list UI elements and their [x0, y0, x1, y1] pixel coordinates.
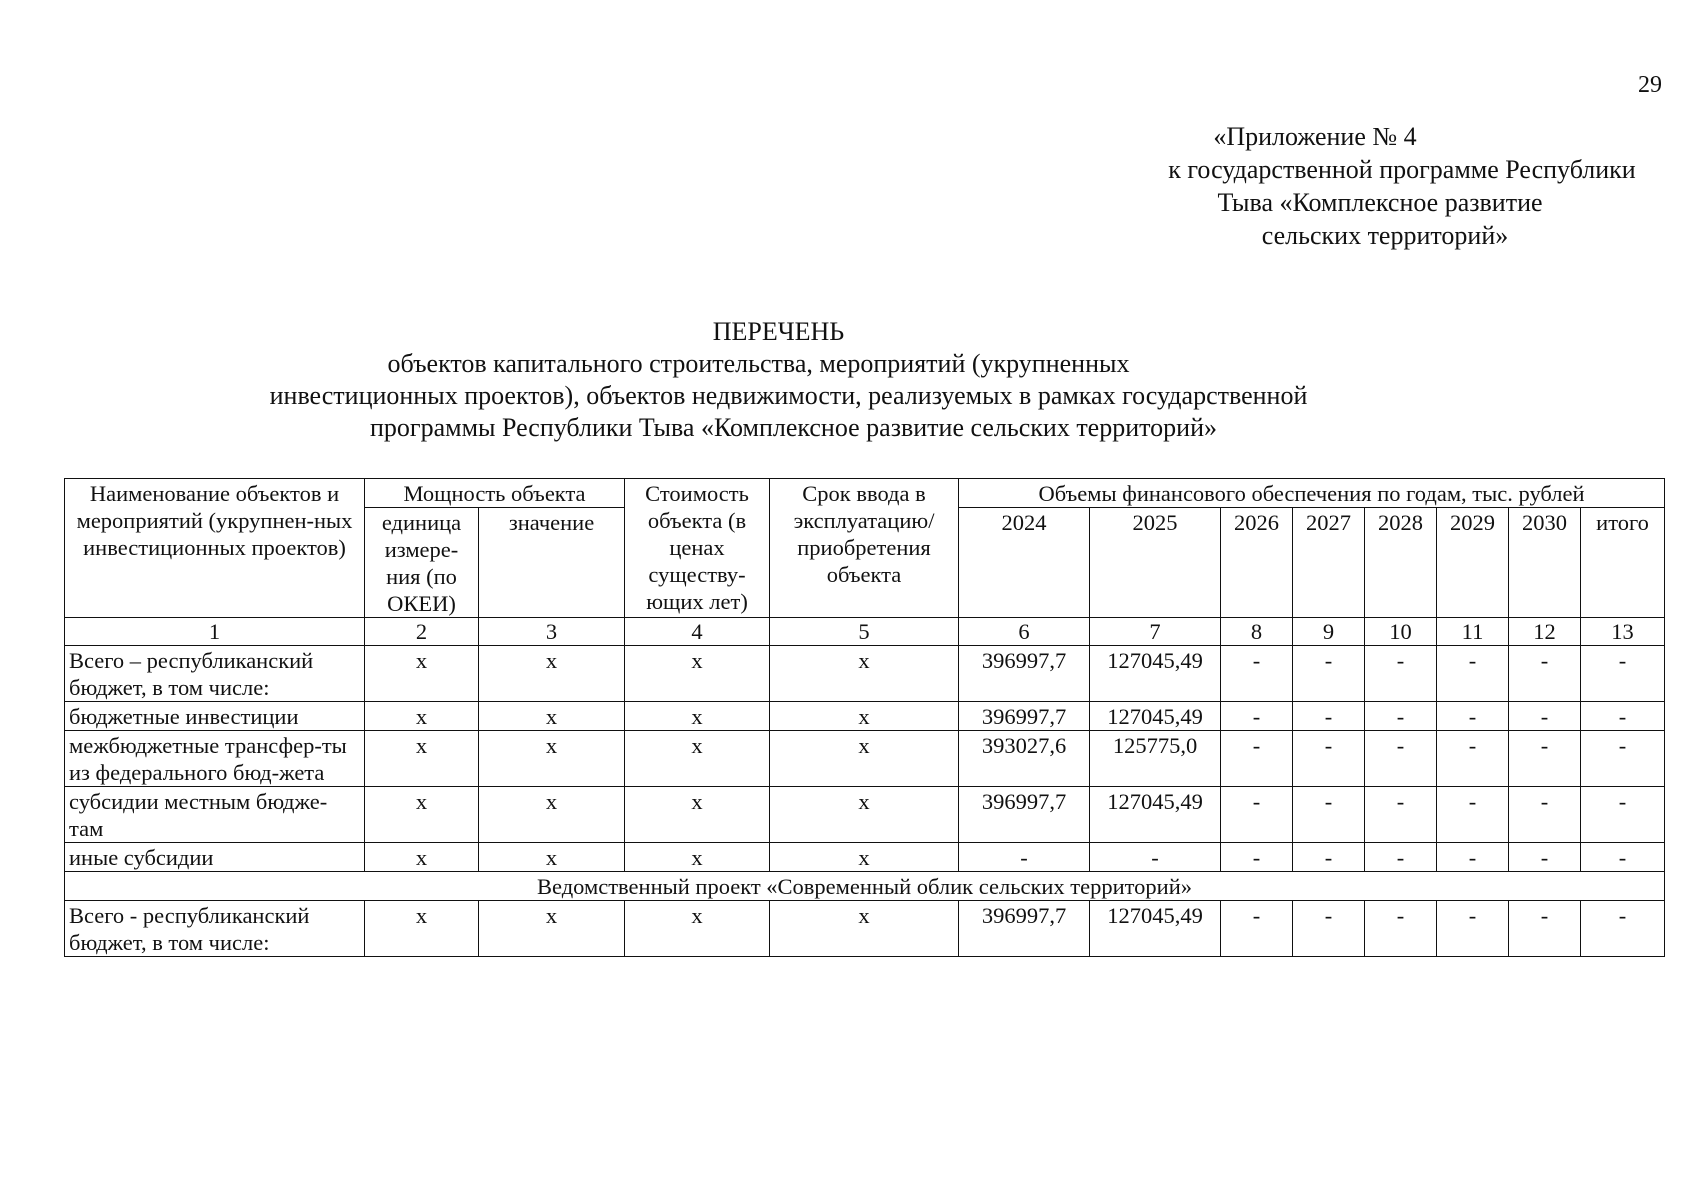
table-cell: -	[1293, 702, 1365, 731]
table-cell: -	[1581, 843, 1665, 872]
row-name: Всего – республиканский бюджет, в том числе:	[65, 646, 365, 702]
table-cell: -	[1365, 646, 1437, 702]
table-cell: -	[1509, 787, 1581, 843]
table-cell: -	[1221, 843, 1293, 872]
table-cell: х	[770, 843, 959, 872]
header-year-2028: 2028	[1365, 508, 1437, 618]
table-cell: х	[479, 787, 625, 843]
table-cell: х	[479, 901, 625, 957]
column-number: 8	[1221, 618, 1293, 646]
table-cell: х	[770, 646, 959, 702]
column-number: 3	[479, 618, 625, 646]
table-cell: -	[1221, 787, 1293, 843]
column-number-row	[65, 618, 1665, 646]
table-row	[65, 843, 1665, 872]
row-name: иные субсидии	[65, 843, 365, 872]
column-number: 5	[770, 618, 959, 646]
table-cell: -	[1581, 787, 1665, 843]
header-year-2027: 2027	[1293, 508, 1365, 618]
table-cell: 396997,7	[959, 702, 1090, 731]
column-number: 2	[365, 618, 479, 646]
column-number: 4	[625, 618, 770, 646]
header-unit: единица измере-ния (по ОКЕИ)	[365, 508, 479, 618]
column-number: 9	[1293, 618, 1365, 646]
table-cell: х	[625, 901, 770, 957]
table-cell: -	[1221, 901, 1293, 957]
table-cell: 127045,49	[1090, 787, 1221, 843]
table-cell: -	[1437, 702, 1509, 731]
section-title: Ведомственный проект «Современный облик сельских территорий»	[65, 872, 1665, 901]
document-title	[0, 316, 1697, 444]
header-term: Срок ввода в эксплуатацию/ приобретения объекта	[770, 479, 959, 618]
table-cell: -	[1581, 702, 1665, 731]
table-cell: х	[625, 646, 770, 702]
table-cell: -	[1509, 843, 1581, 872]
column-number: 13	[1581, 618, 1665, 646]
table-cell: 393027,6	[959, 731, 1090, 787]
table-cell: х	[770, 702, 959, 731]
header-year-2024: 2024	[959, 508, 1090, 618]
table-cell: -	[1581, 901, 1665, 957]
column-number: 11	[1437, 618, 1509, 646]
table-cell: х	[365, 731, 479, 787]
title-line: объектов капитального строительства, мероприятий (укрупненных	[387, 349, 1130, 378]
table-cell: х	[365, 702, 479, 731]
column-number: 10	[1365, 618, 1437, 646]
table-cell: -	[1293, 787, 1365, 843]
header-name: Наименование объектов и мероприятий (укрупнен-ных инвестиционных проектов)	[65, 479, 365, 618]
table-cell: 396997,7	[959, 646, 1090, 702]
table-row	[65, 787, 1665, 843]
table-cell: -	[1365, 843, 1437, 872]
page-number: 29	[1638, 72, 1662, 98]
table-cell: х	[479, 702, 625, 731]
table-cell: -	[1509, 901, 1581, 957]
table-cell: -	[1581, 646, 1665, 702]
table-cell: -	[1437, 787, 1509, 843]
table-cell: -	[1365, 731, 1437, 787]
table-cell: х	[365, 901, 479, 957]
table-cell: -	[1437, 646, 1509, 702]
table-row	[65, 702, 1665, 731]
table-cell: х	[365, 787, 479, 843]
appendix-line: «Приложение № 4	[1213, 122, 1417, 151]
title-heading: ПЕРЕЧЕНЬ	[712, 317, 845, 346]
table-cell: -	[1365, 702, 1437, 731]
appendix-line: Тыва «Комплексное развитие	[1217, 188, 1543, 217]
table-row	[65, 731, 1665, 787]
table-body	[65, 618, 1665, 957]
table-cell: -	[1293, 731, 1365, 787]
table-cell: х	[365, 843, 479, 872]
title-line: инвестиционных проектов), объектов недвижимости, реализуемых в рамках государственной	[269, 381, 1308, 410]
row-name: Всего - республиканский бюджет, в том числе:	[65, 901, 365, 957]
table-cell: -	[1293, 901, 1365, 957]
table-cell: -	[1509, 731, 1581, 787]
table-cell: х	[625, 731, 770, 787]
header-capacity: Мощность объекта	[365, 479, 625, 508]
table-cell: -	[1581, 731, 1665, 787]
table-cell: х	[479, 646, 625, 702]
objects-table	[64, 478, 1665, 957]
column-number: 6	[959, 618, 1090, 646]
table-cell: -	[1293, 646, 1365, 702]
column-number: 1	[65, 618, 365, 646]
appendix-header	[1120, 120, 1680, 252]
table-cell: -	[1221, 731, 1293, 787]
header-finance: Объемы финансового обеспечения по годам, тыс. рублей	[959, 479, 1665, 508]
header-year-2030: 2030	[1509, 508, 1581, 618]
table-cell: -	[1365, 787, 1437, 843]
title-line: программы Республики Тыва «Комплексное развитие сельских территорий»	[370, 413, 1217, 442]
table-cell: -	[1365, 901, 1437, 957]
section-row	[65, 872, 1665, 901]
table-cell: -	[1509, 646, 1581, 702]
table-cell: х	[479, 843, 625, 872]
table-cell: 127045,49	[1090, 646, 1221, 702]
table-cell: х	[625, 787, 770, 843]
table-cell: -	[1437, 843, 1509, 872]
table-cell: -	[959, 843, 1090, 872]
table-cell: -	[1437, 901, 1509, 957]
appendix-line: сельских территорий»	[1261, 221, 1509, 250]
header-value: значение	[479, 508, 625, 618]
table-cell: -	[1293, 843, 1365, 872]
table-row	[65, 901, 1665, 957]
header-year-2029: 2029	[1437, 508, 1509, 618]
table-cell: -	[1090, 843, 1221, 872]
table-cell: х	[770, 787, 959, 843]
table-cell: -	[1221, 646, 1293, 702]
table-cell: 127045,49	[1090, 901, 1221, 957]
table-cell: х	[770, 731, 959, 787]
table-cell: х	[479, 731, 625, 787]
row-name: бюджетные инвестиции	[65, 702, 365, 731]
row-name: межбюджетные трансфер-ты из федерального бюд-жета	[65, 731, 365, 787]
column-number: 12	[1509, 618, 1581, 646]
table-cell: х	[770, 901, 959, 957]
header-year-2026: 2026	[1221, 508, 1293, 618]
table-cell: -	[1437, 731, 1509, 787]
header-total: итого	[1581, 508, 1665, 618]
appendix-line: к государственной программе Республики	[1168, 155, 1636, 184]
table-cell: 125775,0	[1090, 731, 1221, 787]
table-cell: 127045,49	[1090, 702, 1221, 731]
table-cell: х	[625, 843, 770, 872]
table-cell: -	[1509, 702, 1581, 731]
table-cell: х	[625, 702, 770, 731]
table-cell: х	[365, 646, 479, 702]
row-name: субсидии местным бюдже-там	[65, 787, 365, 843]
table-cell: -	[1221, 702, 1293, 731]
table-cell: 396997,7	[959, 787, 1090, 843]
header-year-2025: 2025	[1090, 508, 1221, 618]
header-cost: Стоимость объекта (в ценах существу-ющих лет)	[625, 479, 770, 618]
table-cell: 396997,7	[959, 901, 1090, 957]
column-number: 7	[1090, 618, 1221, 646]
table-row	[65, 646, 1665, 702]
